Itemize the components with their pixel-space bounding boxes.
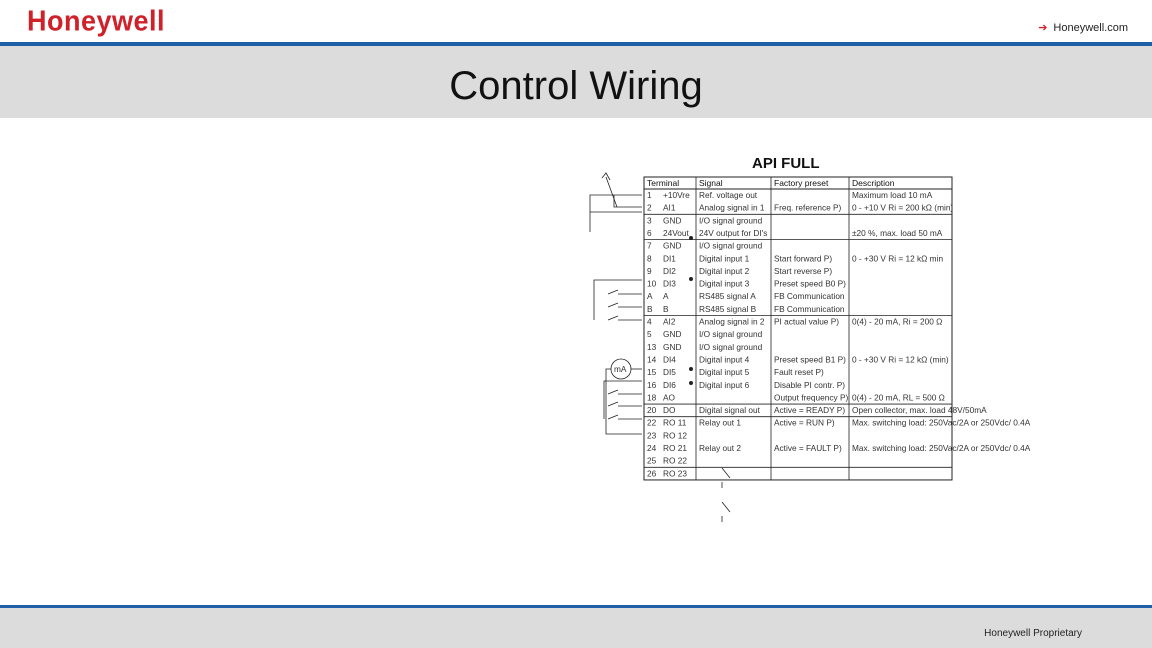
table-cell: Digital signal out: [699, 405, 760, 416]
table-cell: GND: [663, 341, 682, 352]
footer-band: [0, 608, 1152, 648]
table-cell: AI1: [663, 202, 676, 213]
relay-contact: [722, 502, 730, 512]
arrow-right-icon: ➔: [1038, 22, 1048, 34]
table-cell: A: [647, 291, 653, 302]
table-cell: 16: [647, 379, 657, 390]
table-cell: FB Communication: [774, 291, 845, 302]
table-cell: 0 - +10 V Ri = 200 kΩ (min): [852, 202, 954, 213]
table-cell: 5: [647, 329, 652, 340]
table-cell: 3: [647, 215, 652, 226]
table-cell: RO 21: [663, 443, 687, 453]
table-cell: Digital input 3: [699, 278, 750, 289]
table-cell: DI6: [663, 379, 676, 390]
table-cell: 13: [647, 341, 657, 352]
table-cell: 24: [647, 443, 657, 453]
table-cell: Freq. reference P): [774, 202, 842, 213]
table-cell: I/O signal ground: [699, 240, 763, 251]
table-cell: B: [663, 303, 669, 314]
table-cell: Active = FAULT P): [774, 443, 842, 453]
table-cell: Digital input 5: [699, 367, 750, 378]
ground-dot: [689, 381, 693, 385]
table-cell: DI3: [663, 278, 676, 289]
switch-contact: [608, 316, 618, 320]
table-cell: RO 23: [663, 468, 687, 479]
column-header: Terminal: [647, 178, 680, 188]
table-cell: Maximum load 10 mA: [852, 190, 933, 200]
table-cell: 10: [647, 278, 657, 289]
table-cell: 23: [647, 430, 657, 441]
relay-contact: [722, 468, 730, 478]
table-cell: DI4: [663, 354, 676, 365]
table-cell: Preset speed B0 P): [774, 278, 846, 289]
table-cell: RO 12: [663, 430, 687, 441]
table-text: [647, 178, 1031, 478]
slide-title: Control Wiring: [449, 64, 703, 108]
table-cell: Max. switching load: 250Vac/2A or 250Vdc/ 0.4A: [852, 417, 1031, 428]
table-cell: DI5: [663, 367, 676, 378]
table-cell: Preset speed B1 P): [774, 354, 846, 365]
potentiometer-arrow: [606, 177, 617, 207]
ma-meter-label: mA: [614, 364, 627, 374]
table-cell: A: [663, 291, 669, 302]
switch-contact: [608, 290, 618, 294]
table-cell: Analog signal in 1: [699, 202, 765, 213]
table-cell: 2: [647, 202, 652, 213]
table-cell: 18: [647, 392, 657, 403]
table-cell: 4: [647, 316, 652, 327]
table-cell: Active = READY P): [774, 405, 846, 416]
table-cell: AI2: [663, 316, 676, 327]
pot-wire: [614, 195, 642, 207]
honeywell-logo: Honeywell: [27, 5, 166, 37]
table-cell: I/O signal ground: [699, 341, 763, 352]
table-cell: Max. switching load: 250Vac/2A or 250Vdc/ 0.4A: [852, 443, 1031, 453]
table-cell: 14: [647, 354, 657, 365]
table-cell: Digital input 6: [699, 379, 750, 390]
table-cell: Fault reset P): [774, 367, 824, 378]
table-cell: 1: [647, 190, 652, 200]
table-cell: B: [647, 303, 653, 314]
table-cell: GND: [663, 329, 682, 340]
table-frame: [644, 177, 952, 480]
column-header: Signal: [699, 178, 723, 188]
pot-wire-2: [590, 195, 642, 232]
table-cell: Open collector, max. load 48V/50mA: [852, 405, 987, 416]
ground-dot: [689, 277, 693, 281]
column-header: Factory preset: [774, 178, 829, 188]
table-cell: 0 - +30 V Ri = 12 kΩ min: [852, 253, 944, 264]
table-cell: 6: [647, 227, 652, 238]
table-cell: Start forward P): [774, 253, 833, 264]
table-cell: 8: [647, 253, 652, 264]
table-cell: GND: [663, 215, 682, 226]
table-cell: 0(4) - 20 mA, Ri = 200 Ω: [852, 316, 943, 327]
table-cell: DO: [663, 405, 676, 416]
table-cell: Active = RUN P): [774, 417, 835, 428]
table-cell: Relay out 1: [699, 417, 741, 428]
table-cell: Ref. voltage out: [699, 190, 758, 200]
table-cell: Digital input 2: [699, 265, 750, 276]
table-cell: Output frequency P): [774, 392, 849, 403]
table-cell: DI1: [663, 253, 676, 264]
table-cell: I/O signal ground: [699, 329, 763, 340]
table-cell: Digital input 4: [699, 354, 750, 365]
table-cell: Digital input 1: [699, 253, 750, 264]
table-cell: Analog signal in 2: [699, 316, 765, 327]
table-cell: 20: [647, 405, 657, 416]
table-cell: GND: [663, 240, 682, 251]
switch-contact: [608, 402, 618, 406]
table-cell: 24V output for DI's: [699, 227, 768, 238]
table-cell: 24Vout: [663, 227, 689, 238]
honeywell-link-text[interactable]: Honeywell.com: [1053, 22, 1128, 34]
wiring-table-svg: [584, 150, 1031, 530]
table-cell: 26: [647, 468, 657, 479]
table-cell: 22: [647, 417, 657, 428]
common-wire: [594, 280, 642, 320]
table-cell: 25: [647, 455, 657, 466]
table-cell: RS485 signal A: [699, 291, 756, 302]
table-cell: RO 22: [663, 455, 687, 466]
honeywell-link[interactable]: [1038, 21, 1128, 34]
table-cell: 15: [647, 367, 657, 378]
switch-contact: [608, 390, 618, 394]
diagram-heading: API FULL: [752, 155, 820, 172]
table-cell: FB Communication: [774, 303, 845, 314]
ground-dot: [689, 367, 693, 371]
table-cell: +10Vre: [663, 190, 690, 200]
table-cell: Relay out 2: [699, 443, 741, 453]
column-header: Description: [852, 178, 895, 188]
table-cell: PI actual value P): [774, 316, 840, 327]
table-cell: 7: [647, 240, 652, 251]
table-grid: [644, 177, 952, 480]
table-cell: 9: [647, 265, 652, 276]
table-cell: 0 - +30 V Ri = 12 kΩ (min): [852, 354, 949, 365]
table-cell: Start reverse P): [774, 265, 833, 276]
table-cell: AO: [663, 392, 675, 403]
table-cell: Disable PI contr. P): [774, 379, 846, 390]
table-cell: RO 11: [663, 417, 687, 428]
switch-contact: [608, 415, 618, 419]
table-cell: 0(4) - 20 mA, RL = 500 Ω: [852, 392, 945, 403]
ground-dot: [689, 236, 693, 240]
switch-contact: [608, 303, 618, 307]
table-cell: ±20 %, max. load 50 mA: [852, 227, 943, 238]
table-cell: DI2: [663, 265, 676, 276]
control-wiring-diagram: [584, 150, 1031, 530]
common-wire-2: [604, 381, 642, 419]
footer-text: Honeywell Proprietary: [984, 628, 1082, 639]
potentiometer-arrowhead: [602, 173, 610, 180]
table-cell: I/O signal ground: [699, 215, 763, 226]
table-cell: RS485 signal B: [699, 303, 757, 314]
